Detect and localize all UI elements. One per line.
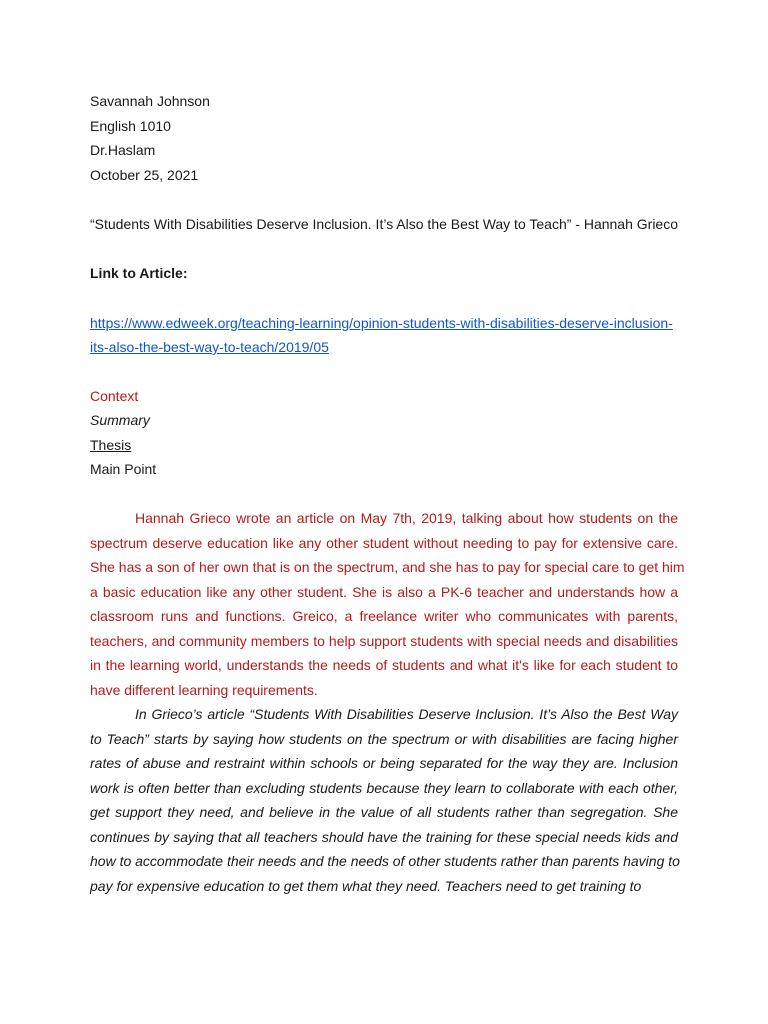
instructor-name: Dr.Haslam	[90, 142, 156, 158]
paragraph1-line: classroom runs and functions. Greico, a freelance writer who communicates with parents,	[90, 608, 678, 624]
legend-context: Context	[90, 388, 139, 404]
course-name: English 1010	[90, 118, 171, 134]
essay-date: October 25, 2021	[90, 167, 199, 183]
paragraph2-line: pay for expensive education to get them what they need. Teachers need to get training to	[90, 878, 642, 894]
paragraph1-line: in the learning world, understands the needs of students and what it's like for each student to	[90, 657, 678, 673]
link-label: Link to Article:	[90, 265, 188, 281]
paragraph2-line: work is often better than excluding students because they learn to collaborate with each other,	[90, 780, 678, 796]
paragraph2-line: get support they need, and believe in the value of all students rather than segregation. She	[90, 804, 678, 820]
paragraph2-line: how to accommodate their needs and the needs of other students rather than parents having to	[90, 853, 680, 869]
legend-thesis: Thesis	[90, 437, 132, 453]
legend-main-point: Main Point	[90, 461, 157, 477]
article-link-line-2[interactable]: its-also-the-best-way-to-teach/2019/05	[90, 339, 329, 355]
paragraph1-line: spectrum deserve education like any other student without needing to pay for extensive care.	[90, 535, 678, 551]
author-name: Savannah Johnson	[90, 93, 210, 109]
legend-summary: Summary	[90, 412, 150, 428]
article-title-line: “Students With Disabilities Deserve Inclusion. It’s Also the Best Way to Teach” - Hannah Grieco	[90, 216, 678, 232]
paragraph1-line: have different learning requirements.	[90, 682, 318, 698]
paragraph1-line: teachers, and community members to help support students with special needs and disabilities	[90, 633, 678, 649]
paragraph2-line: In Grieco’s article “Students With Disabilities Deserve Inclusion. It’s Also the Best Way	[135, 706, 678, 722]
paragraph2-line: rates of abuse and restraint within schools or being separated for the way they are. Inclusion	[90, 755, 678, 771]
paragraph1-line: She has a son of her own that is on the spectrum, and she has to pay for special care to get him	[90, 559, 685, 575]
paragraph1-line: a basic education like any other student. She is also a PK-6 teacher and understands how a	[90, 584, 678, 600]
paragraph1-line: Hannah Grieco wrote an article on May 7th, 2019, talking about how students on the	[135, 510, 678, 526]
paragraph2-line: continues by saying that all teachers should have the training for these special needs kids and	[90, 829, 678, 845]
paragraph2-line: to Teach” starts by saying how students on the spectrum or with disabilities are facing higher	[90, 731, 678, 747]
article-link-line-1[interactable]: https://www.edweek.org/teaching-learning/opinion-students-with-disabilities-deserve-inclusion-	[90, 315, 673, 331]
